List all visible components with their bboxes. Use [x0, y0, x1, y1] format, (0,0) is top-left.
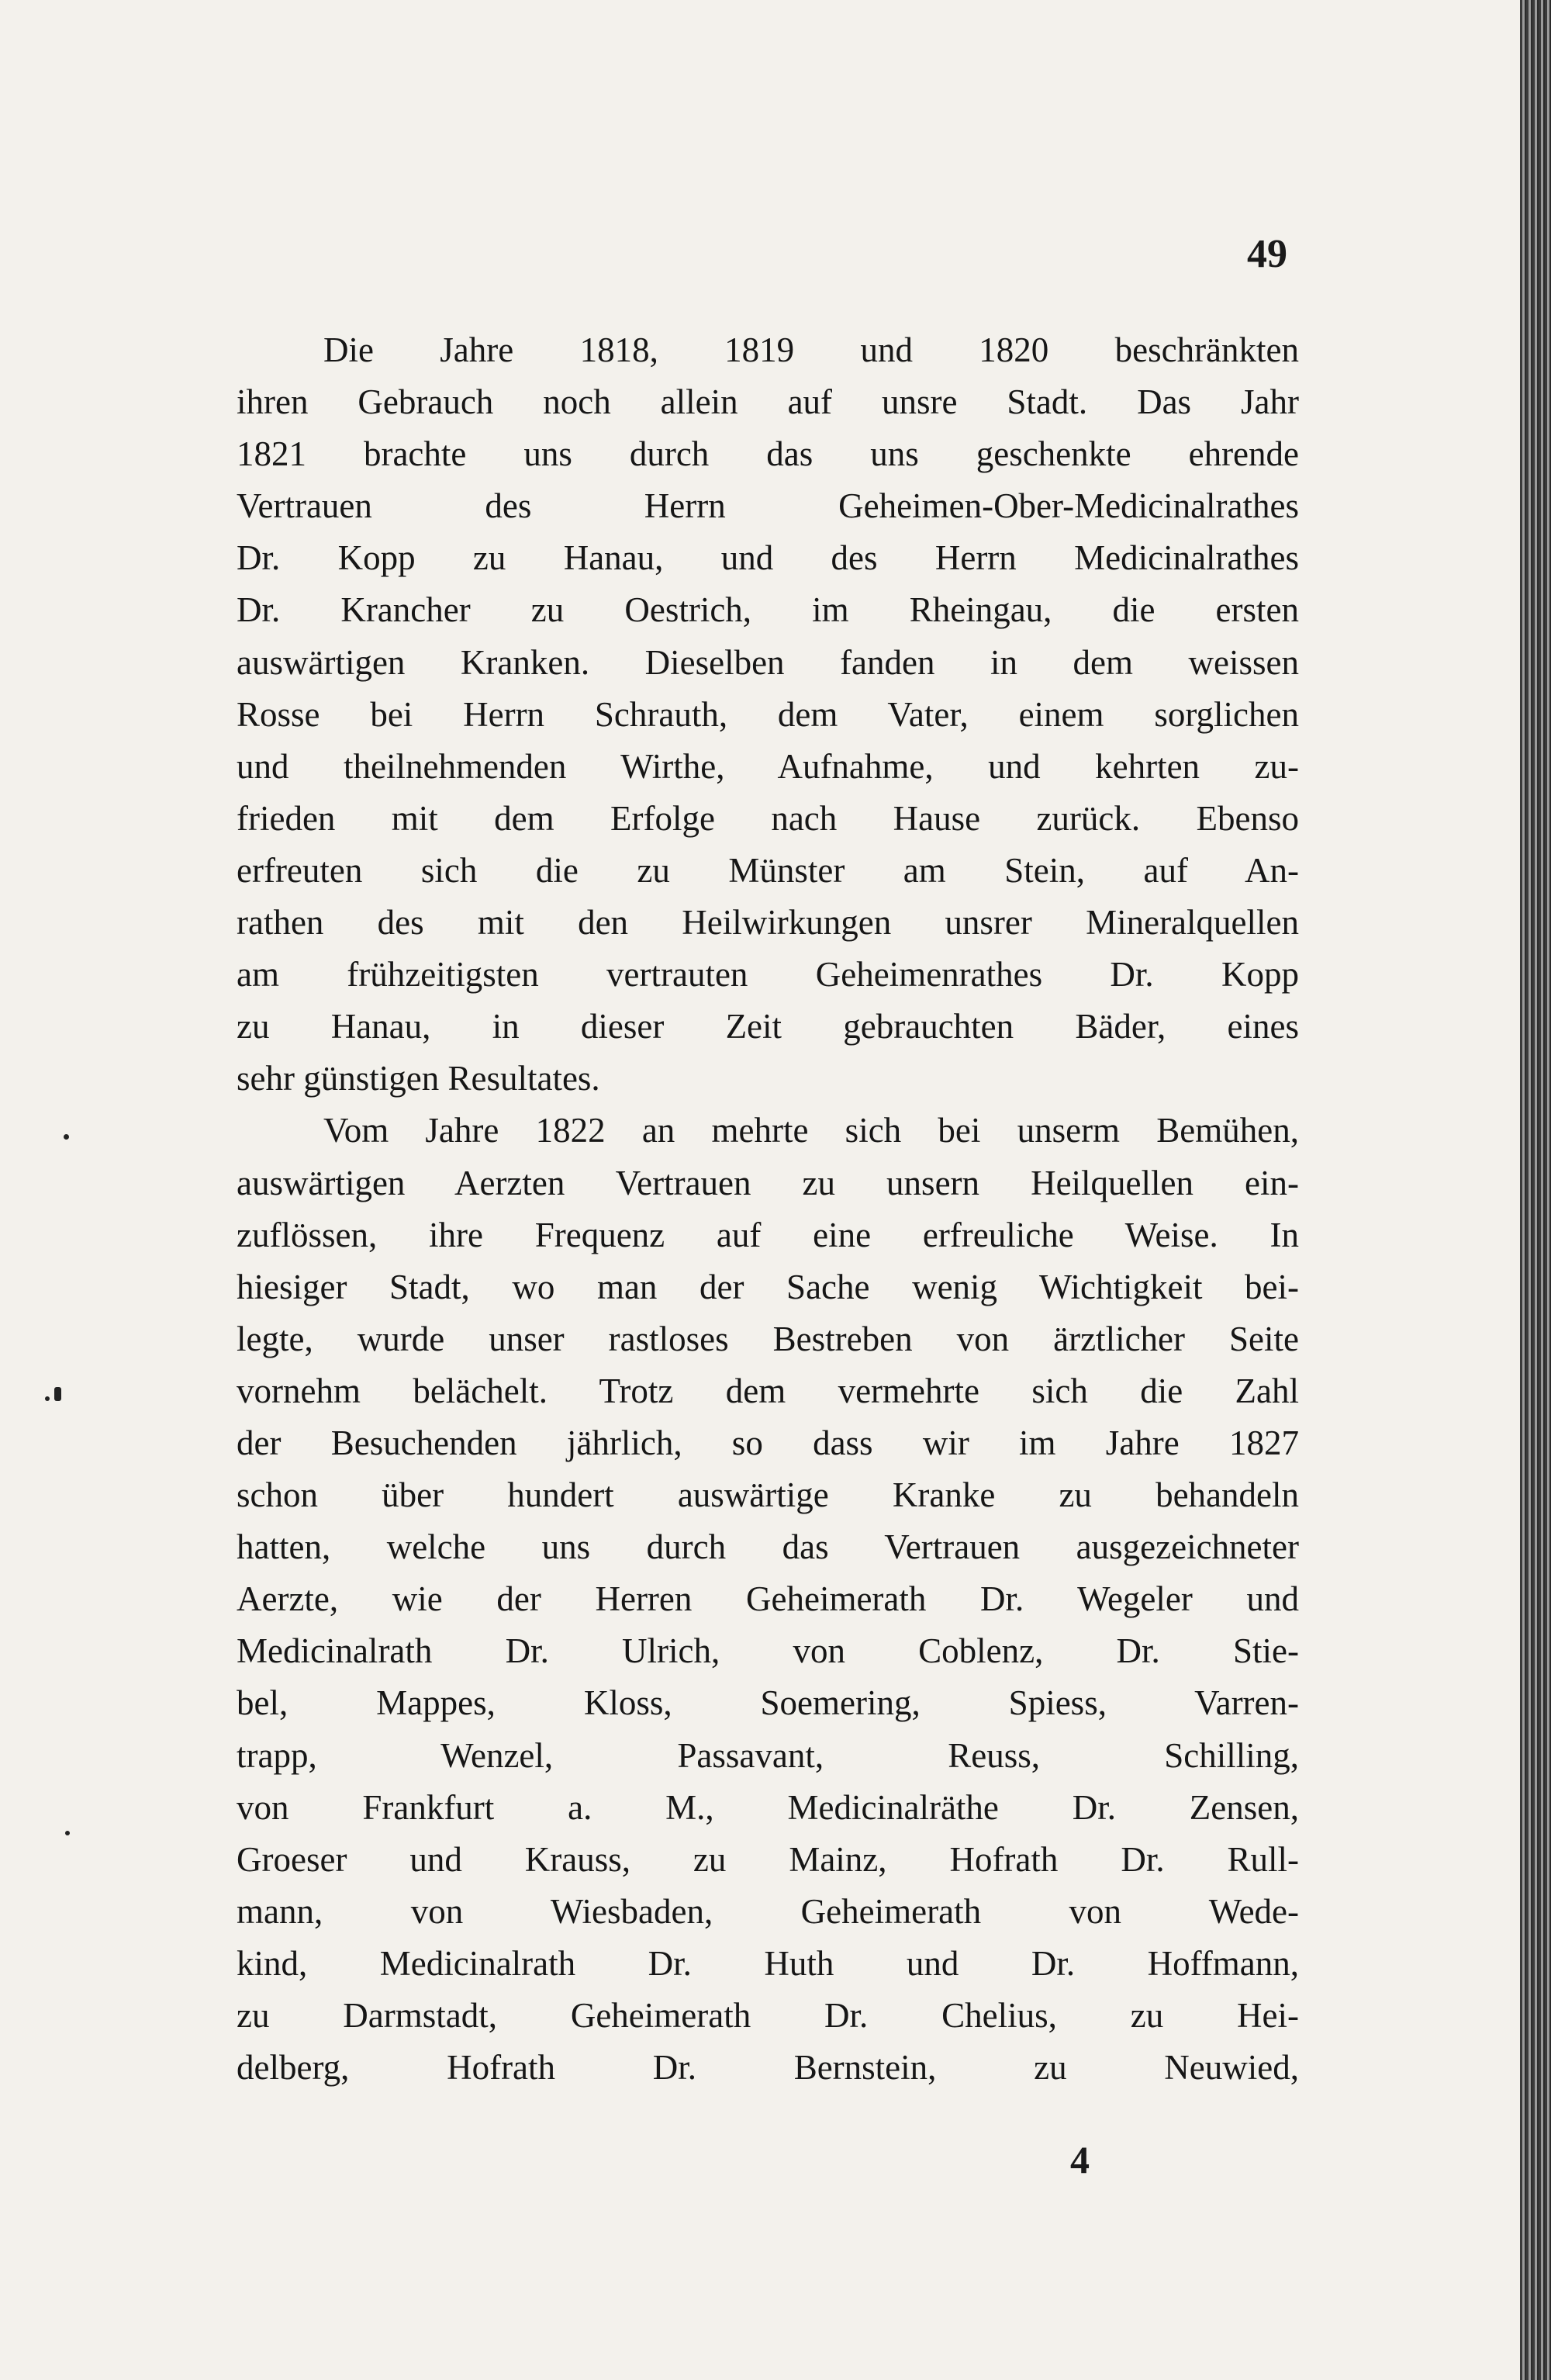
text-line: 1821 brachte uns durch das uns geschenkte ehrende [237, 434, 1299, 474]
text-line: hatten, welche uns durch das Vertrauen ausgezeichneter [237, 1527, 1299, 1567]
margin-mark [45, 1396, 50, 1401]
text-line: auswärtigen Kranken. Dieselben fanden in dem weissen [237, 642, 1299, 682]
text-line: kind, Medicinalrath Dr. Huth und Dr. Hoffmann, [237, 1943, 1299, 1983]
signature-mark: 4 [1070, 2138, 1090, 2181]
text-line: der Besuchenden jährlich, so dass wir im Jahre 1827 [237, 1423, 1299, 1462]
text-line: bel, Mappes, Kloss, Soemering, Spiess, Varren- [237, 1683, 1299, 1723]
text-line: Die Jahre 1818, 1819 und 1820 beschränkten [323, 330, 1299, 369]
text-line: mann, von Wiesbaden, Geheimerath von Wede- [237, 1891, 1299, 1931]
text-line: erfreuten sich die zu Münster am Stein, auf An- [237, 850, 1299, 890]
text-line: Vom Jahre 1822 an mehrte sich bei unserm Bemühen, [323, 1111, 1299, 1150]
text-line: zuflössen, ihre Frequenz auf eine erfreuliche Weise. In [237, 1215, 1299, 1254]
text-line: am frühzeitigsten vertrauten Geheimenrathes Dr. Kopp [237, 955, 1299, 995]
text-line: auswärtigen Aerzten Vertrauen zu unsern Heilquellen ein- [237, 1163, 1299, 1202]
text-line: Rosse bei Herrn Schrauth, dem Vater, einem sorglichen [237, 694, 1299, 734]
text-line: zu Darmstadt, Geheimerath Dr. Chelius, zu Hei- [237, 1996, 1299, 2035]
page-edge [1520, 0, 1551, 2380]
margin-mark [54, 1387, 61, 1401]
text-line: schon über hundert auswärtige Kranke zu behandeln [237, 1475, 1299, 1515]
margin-mark [65, 1831, 70, 1835]
text-line: Medicinalrath Dr. Ulrich, von Coblenz, Dr. Stie- [237, 1631, 1299, 1671]
text-line: legte, wurde unser rastloses Bestreben von ärztlicher Seite [237, 1319, 1299, 1358]
text-line: hiesiger Stadt, wo man der Sache wenig Wichtigkeit bei- [237, 1267, 1299, 1306]
text-line: Groeser und Krauss, zu Mainz, Hofrath Dr. Rull- [237, 1839, 1299, 1879]
text-line: Vertrauen des Herrn Geheimen-Ober-Medicinalrathes [237, 486, 1299, 526]
text-line: vornehm belächelt. Trotz dem vermehrte sich die Zahl [237, 1371, 1299, 1410]
text-line: delberg, Hofrath Dr. Bernstein, zu Neuwied, [237, 2048, 1299, 2088]
text-line: von Frankfurt a. M., Medicinalräthe Dr. Zensen, [237, 1787, 1299, 1827]
text-line: zu Hanau, in dieser Zeit gebrauchten Bäder, eines [237, 1007, 1299, 1046]
text-line: sehr günstigen Resultates. [237, 1059, 600, 1098]
text-line: trapp, Wenzel, Passavant, Reuss, Schilling, [237, 1735, 1299, 1775]
page-number: 49 [1247, 232, 1287, 276]
margin-mark [64, 1134, 69, 1140]
text-line: frieden mit dem Erfolge nach Hause zurück. Ebenso [237, 798, 1299, 838]
text-line: ihren Gebrauch noch allein auf unsre Stadt. Das Jahr [237, 382, 1299, 422]
body-text [237, 324, 1299, 2094]
text-line: und theilnehmenden Wirthe, Aufnahme, und kehrten zu- [237, 746, 1299, 786]
text-line: Dr. Krancher zu Oestrich, im Rheingau, die ersten [237, 590, 1299, 630]
text-line: Aerzte, wie der Herren Geheimerath Dr. Wegeler und [237, 1579, 1299, 1619]
text-line: Dr. Kopp zu Hanau, und des Herrn Medicinalrathes [237, 538, 1299, 578]
text-line: rathen des mit den Heilwirkungen unsrer Mineralquellen [237, 903, 1299, 943]
